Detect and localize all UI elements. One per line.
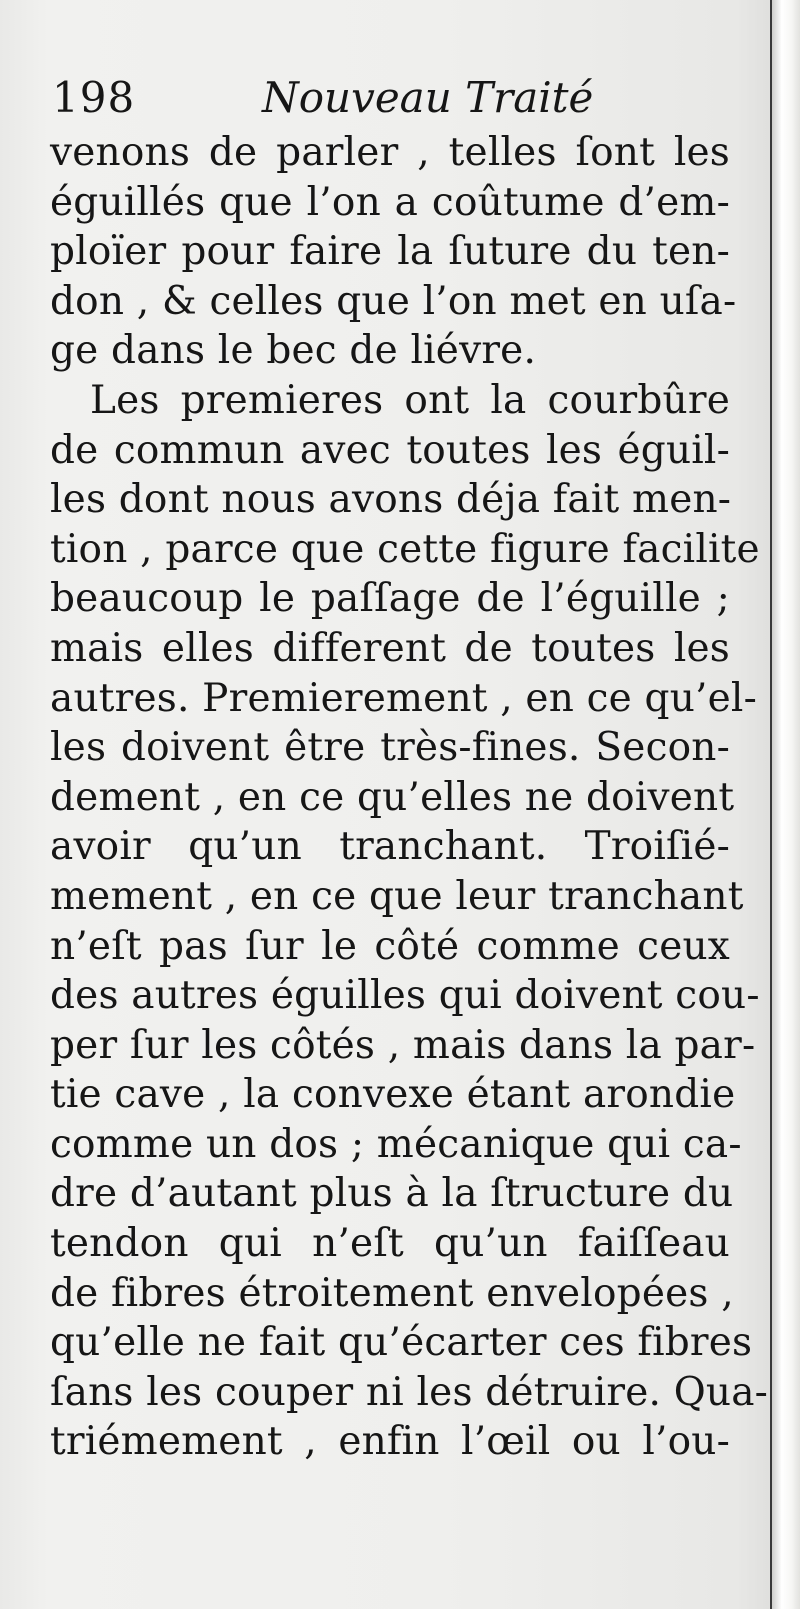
text-line: des autres éguilles qui doivent cou- [50,973,760,1019]
text-line: beaucoup le paſſage de l’éguille ; [50,576,730,622]
text-line: de commun avec toutes les éguil- [50,427,730,473]
running-title: Nouveau Traité [262,73,594,122]
text-line: don , & celles que l’on met en uſa- [50,278,737,324]
text-line: mais elles different de toutes les [50,625,730,671]
text-line: les doivent être très-fines. Secon- [50,725,730,771]
text-line: Les premieres ont la courbûre [90,377,730,423]
text-line: les dont nous avons déja fait men- [50,477,732,523]
text-line: dre d’autant plus à la ſtructure du [50,1171,734,1217]
text-line: tion , parce que cette figure facilite [50,526,760,572]
page-number: 198 [52,73,136,122]
text-line: qu’elle ne fait qu’écarter ces fibres [50,1320,753,1366]
text-line: tendon qui n’eſt qu’un faiſſeau [50,1221,730,1267]
text-line: de fibres étroitement envelopées , [50,1270,734,1316]
text-line: ge dans le bec de liévre. [50,328,537,374]
text-line: avoir qu’un tranchant. Troiſié- [50,824,730,870]
text-line: n’eſt pas ſur le côté comme ceux [50,923,730,969]
text-line: dement , en ce qu’elles ne doivent [50,774,735,820]
page-header [52,68,612,128]
text-line: ploïer pour faire la ſuture du ten- [50,229,730,275]
text-line: per ſur les côtés , mais dans la par- [50,1022,756,1068]
page-edge [770,0,800,1609]
text-line: éguillés que l’on a coûtume d’em- [50,179,730,225]
text-line: ſans les couper ni les détruire. Qua- [50,1369,769,1415]
text-line: mement , en ce que leur tranchant [50,873,744,919]
text-line: triémement , enfin l’œil ou l’ou- [50,1419,730,1465]
text-line: comme un dos ; mécanique qui ca- [50,1121,742,1167]
body-text [50,128,769,1467]
text-line: tie cave , la convexe étant arondie [50,1072,736,1118]
text-line: autres. Premierement , en ce qu’el- [50,675,757,721]
text-line: venons de parler , telles ſont les [50,130,730,175]
